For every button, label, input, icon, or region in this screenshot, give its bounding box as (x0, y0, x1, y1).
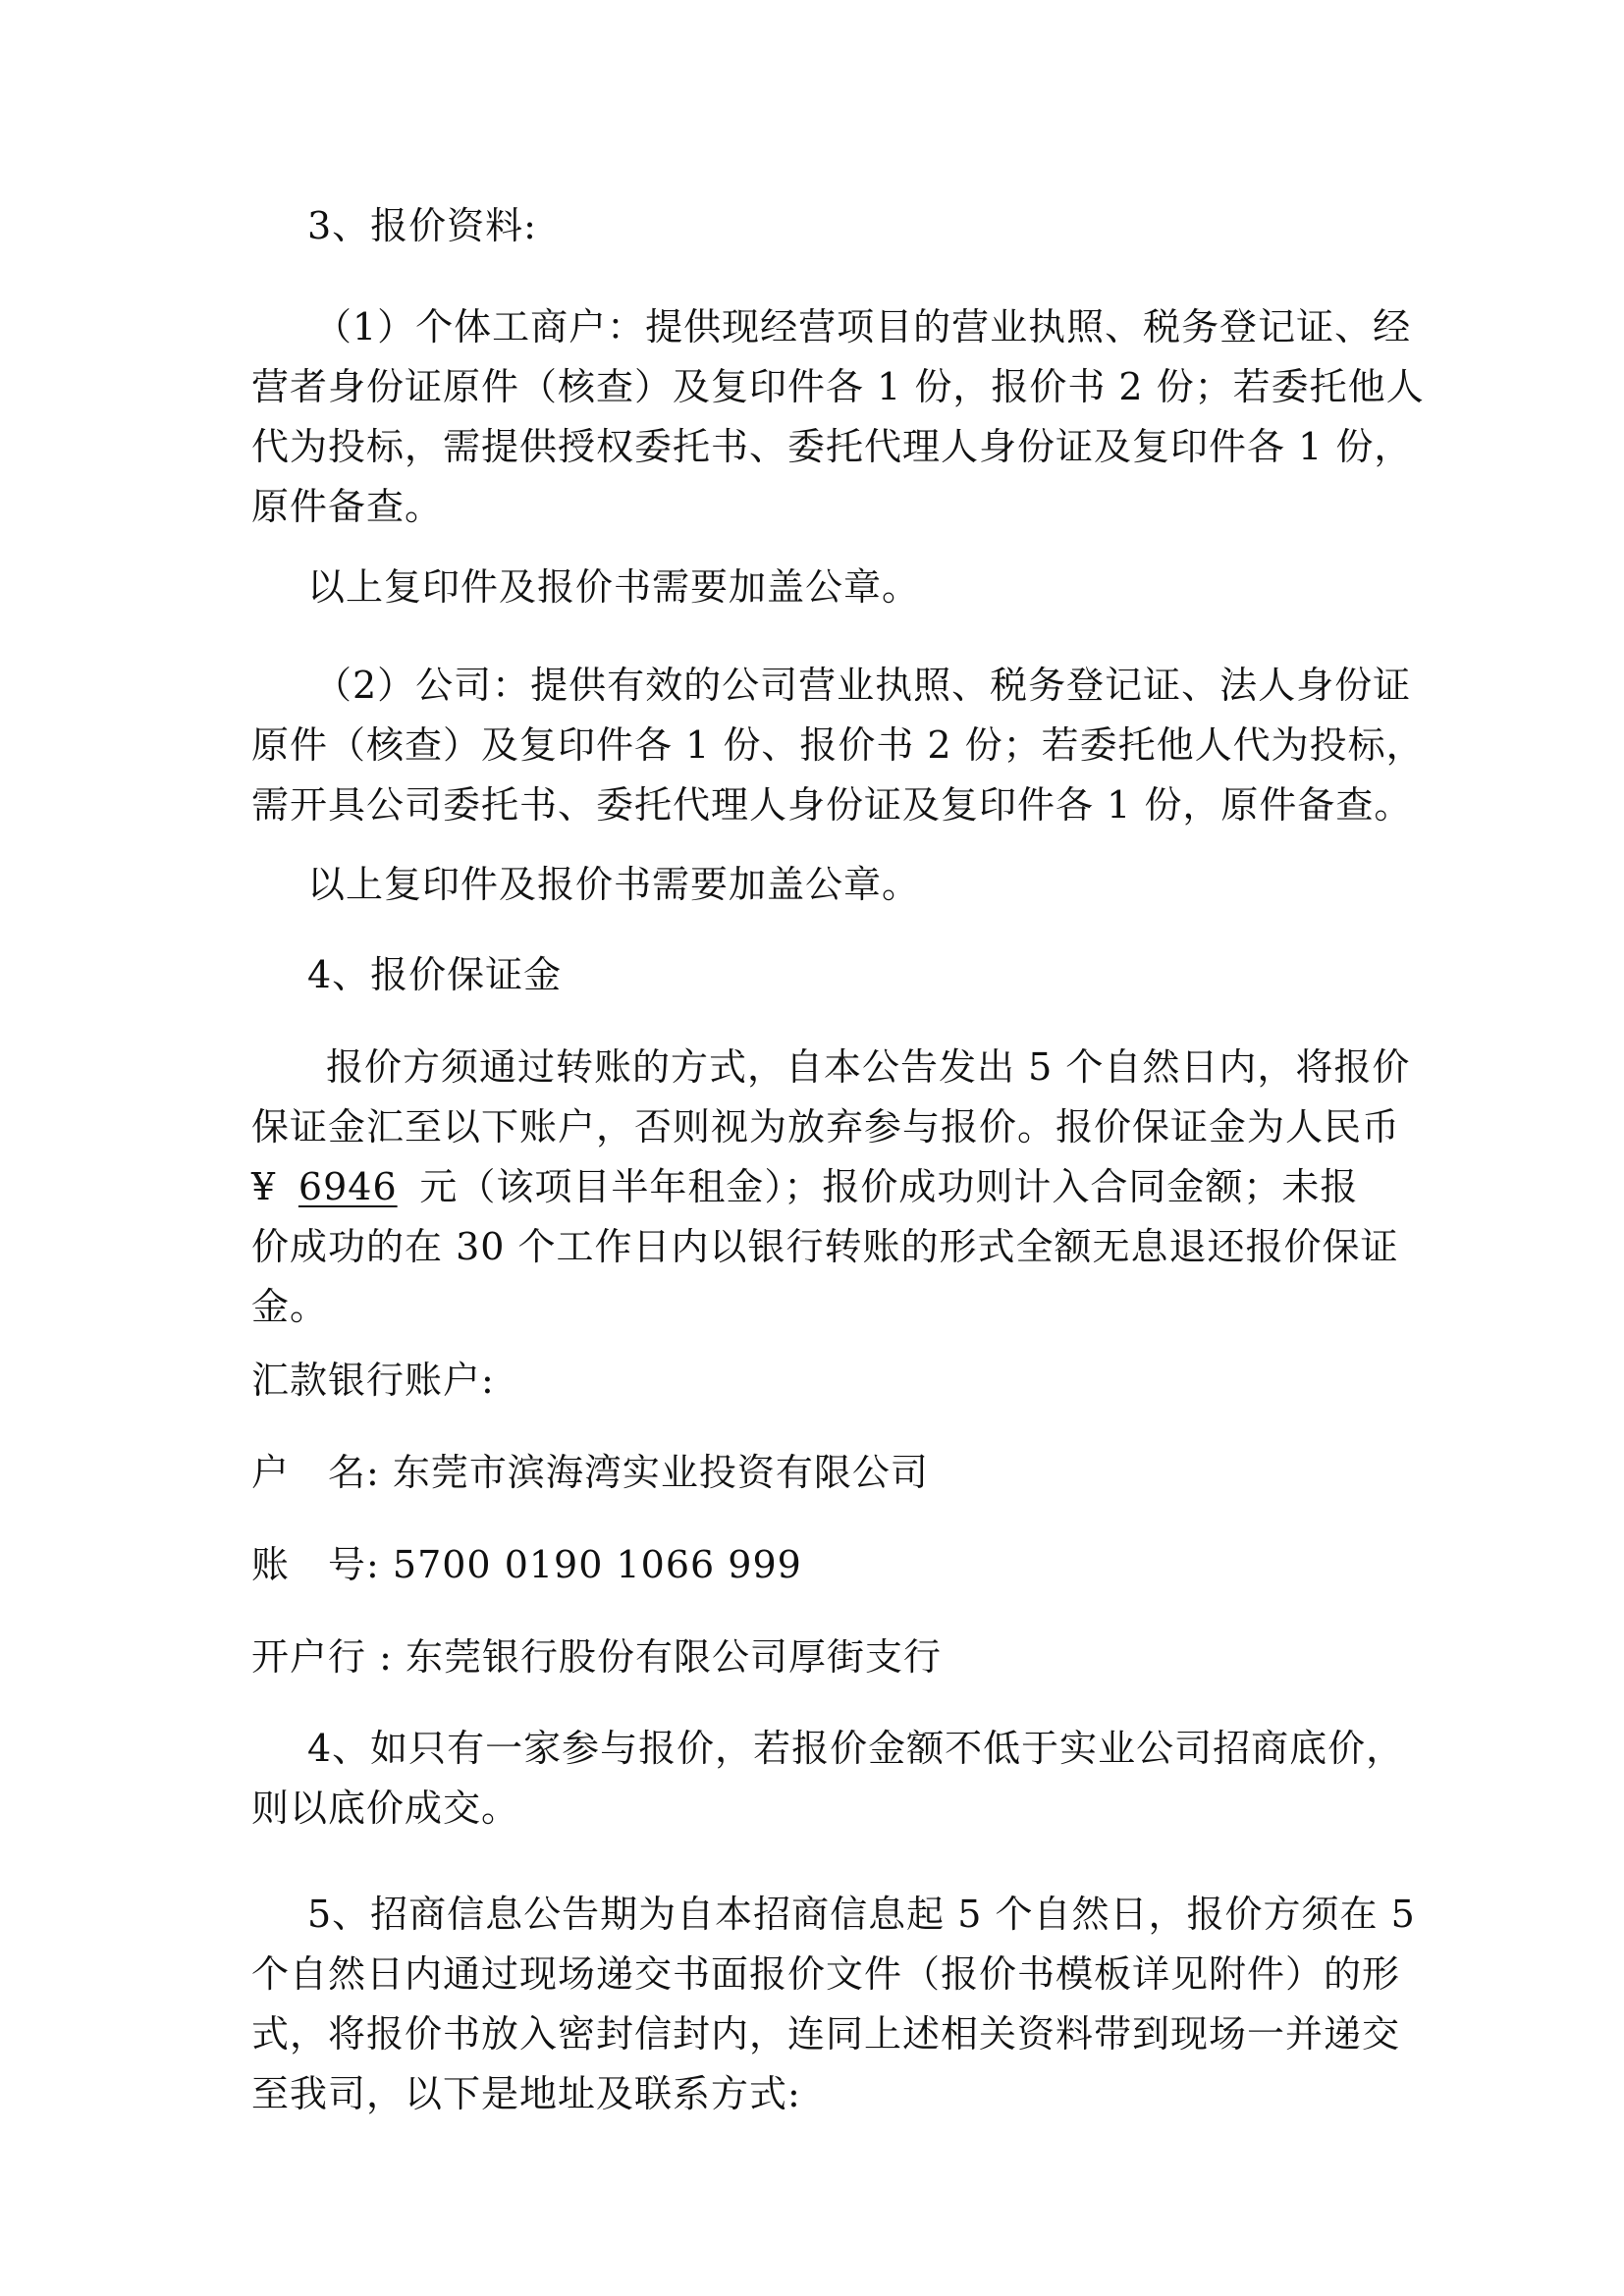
bank-account-name (251, 1443, 1390, 1503)
paragraph-company (251, 656, 1425, 835)
bank-branch (251, 1628, 1390, 1687)
text-line: 个自然日内通过现场递交书面报价文件（报价书模板详见附件）的形 (251, 1952, 1401, 1996)
text-line: 代为投标，需提供授权委托书、委托代理人身份证及复印件各 1 份， (251, 425, 1413, 468)
text-line: （1）个体工商户：提供现经营项目的营业执照、税务登记证、经 (314, 305, 1412, 348)
text-line (251, 1157, 1390, 1217)
bank-branch-label: 开户行 : (251, 1635, 393, 1679)
account-number-label: 账 号: (251, 1543, 380, 1586)
text-line: 至我司，以下是地址及联系方式: (251, 2072, 801, 2115)
bank-account-heading: 汇款银行账户: (251, 1359, 495, 1402)
text-line: 式，将报价书放入密封信封内，连同上述相关资料带到现场一并递交 (251, 2012, 1401, 2056)
paragraph-single-bidder (251, 1719, 1405, 1839)
section-3-heading: 3、报价资料: (307, 204, 537, 247)
seal-note-2: 以上复印件及报价书需要加盖公章。 (307, 863, 921, 906)
account-number-value: 5700 0190 1066 999 (392, 1543, 802, 1586)
account-name-label: 户 名: (251, 1451, 380, 1494)
text-line: （2）公司：提供有效的公司营业执照、税务登记证、法人身份证 (314, 664, 1412, 707)
section-4-heading: 4、报价保证金 (307, 953, 563, 996)
text-line: 报价方须通过转账的方式，自本公告发出 5 个自然日内，将报价 (326, 1045, 1411, 1089)
deposit-amount-note: 元（该项目半年租金）；报价成功则计入合同金额；未报 (419, 1165, 1359, 1208)
paragraph-deposit (251, 1038, 1411, 1337)
text-line: 金。 (251, 1285, 329, 1328)
text-line: 则以底价成交。 (251, 1787, 520, 1830)
text-line: 4、如只有一家参与报价，若报价金额不低于实业公司招商底价， (307, 1727, 1405, 1770)
text-line: 原件备查。 (251, 485, 444, 528)
text-line: 价成功的在 30 个工作日内以银行转账的形式全额无息退还报价保证 (251, 1225, 1399, 1268)
text-line: 5、招商信息公告期为自本招商信息起 5 个自然日，报价方须在 5 (307, 1893, 1416, 1936)
bank-account-number (251, 1535, 1390, 1595)
seal-note-1: 以上复印件及报价书需要加盖公章。 (307, 565, 921, 609)
paragraph-individual-business (251, 297, 1425, 537)
currency-symbol: ¥ (251, 1165, 277, 1208)
bank-branch-value: 东莞银行股份有限公司厚街支行 (405, 1635, 942, 1679)
paragraph-announcement-period (251, 1885, 1416, 2124)
text-line: 需开具公司委托书、委托代理人身份证及复印件各 1 份，原件备查。 (251, 783, 1413, 827)
text-line: 营者身份证原件（核查）及复印件各 1 份，报价书 2 份；若委托他人 (251, 365, 1425, 408)
account-name-value: 东莞市滨海湾实业投资有限公司 (392, 1451, 929, 1494)
text-line: 保证金汇至以下账户，否则视为放弃参与报价。报价保证金为人民币 (251, 1105, 1401, 1148)
deposit-amount: 6946 (298, 1165, 398, 1208)
text-line: 原件（核查）及复印件各 1 份、报价书 2 份；若委托他人代为投标， (251, 723, 1425, 767)
